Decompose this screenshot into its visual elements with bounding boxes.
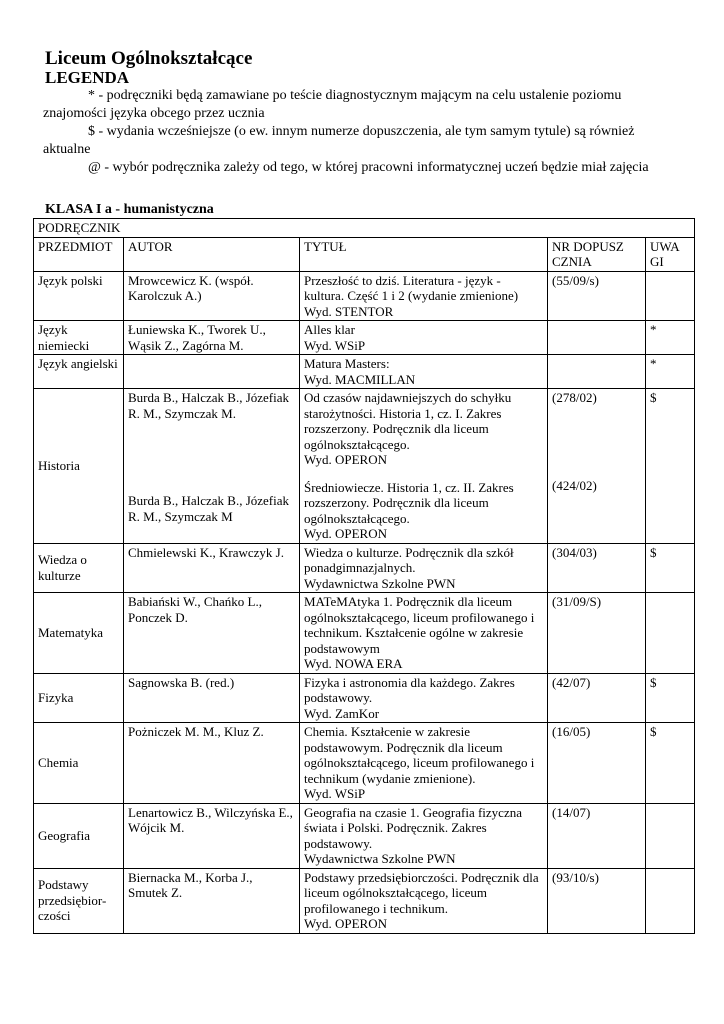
legend-item-dollar: $ - wydania wcześniejsze (o ew. innym numerze dopuszczenia, ale tym samym tytule) są również aktualne	[43, 124, 635, 157]
book-title: Matura Masters:	[304, 356, 390, 371]
notes-cell	[646, 803, 695, 868]
number-cell: (55/09/s)	[548, 271, 646, 321]
table-header-row	[34, 237, 695, 271]
notes-cell: *	[646, 355, 695, 389]
table-row	[34, 271, 695, 321]
author-part-2: Burda B., Halczak B., Józefiak R. M., Szymczak M	[128, 493, 290, 524]
subject-cell: Język polski	[34, 271, 124, 321]
school-title: Liceum Ogólnokształcące	[45, 48, 253, 69]
notes-cell: *	[646, 321, 695, 355]
author-cell: Babiański W., Chańko L., Ponczek D.	[124, 593, 300, 674]
column-header-subject: PRZEDMIOT	[34, 237, 124, 271]
table-row	[34, 803, 695, 868]
author-cell	[124, 389, 300, 544]
author-cell: Lenartowicz B., Wilczyńska E., Wójcik M.	[124, 803, 300, 868]
table-row	[34, 868, 695, 933]
book-title-part-2: Średniowiecze. Historia 1, cz. II. Zakres rozszerzony. Podręcznik dla liceum ogólnokształcącego.	[304, 479, 514, 526]
publisher: Wyd. STENTOR	[304, 303, 394, 319]
title-cell	[300, 321, 548, 355]
notes-cell: $	[646, 723, 695, 804]
title-cell	[300, 355, 548, 389]
publisher: Wyd. MACMILLAN	[304, 371, 416, 387]
book-title: Fizyka i astronomia dla każdego. Zakres podstawowy.	[304, 674, 515, 705]
subject-cell: Język angielski	[34, 355, 124, 389]
legend-item-at: @ - wybór podręcznika zależy od tego, w której pracowni informatycznej uczeń będzie miał zajęcia	[88, 160, 649, 175]
textbook-table	[33, 218, 695, 934]
publisher-part-2: Wyd. OPERON	[304, 526, 387, 541]
book-title: MATeMAtyka 1. Podręcznik dla liceum ogólnokształcącego, liceum profilowanego i technikum. Kształcenie ogólne w zakresie podstawowym	[304, 594, 535, 656]
table-row	[34, 673, 695, 723]
class-title: KLASA I a - humanistyczna	[45, 202, 214, 217]
author-cell: Łuniewska K., Tworek U., Wąsik Z., Zagórna M.	[124, 321, 300, 355]
publisher: Wyd. WSiP	[304, 786, 366, 801]
publisher: Wydawnictwa Szkolne PWN	[304, 851, 456, 866]
notes-cell: $	[646, 673, 695, 723]
column-header-notes: UWA GI	[646, 237, 695, 271]
title-cell	[300, 271, 548, 321]
number-cell: (14/07)	[548, 803, 646, 868]
title-cell	[300, 593, 548, 674]
author-part-1: Burda B., Halczak B., Józefiak R. M., Szymczak M.	[128, 390, 290, 421]
notes-cell: $	[646, 543, 695, 593]
title-cell	[300, 868, 548, 933]
title-cell	[300, 673, 548, 723]
author-cell	[124, 355, 300, 389]
author-cell: Pożniczek M. M., Kluz Z.	[124, 723, 300, 804]
subject-cell: Fizyka	[34, 673, 124, 723]
book-title: Geografia na czasie 1. Geografia fizyczna świata i Polski. Podręcznik. Zakres podstawowy.	[304, 804, 522, 851]
book-title: Od czasów najdawniejszych do schyłku starożytności. Historia 1, cz. I. Zakres rozszerzony. Podręcznik dla liceum ogólnokształcącego.	[304, 390, 512, 452]
number-part-1: (278/02)	[552, 390, 597, 405]
publisher: Wyd. OPERON	[304, 916, 387, 931]
author-cell: Sagnowska B. (red.)	[124, 673, 300, 723]
number-cell: (304/03)	[548, 543, 646, 593]
subject-cell: Język niemiecki	[34, 321, 124, 355]
number-cell	[548, 355, 646, 389]
subject-cell: Historia	[34, 389, 124, 544]
author-cell: Biernacka M., Korba J., Smutek Z.	[124, 868, 300, 933]
number-cell: (16/05)	[548, 723, 646, 804]
table-row	[34, 543, 695, 593]
number-cell	[548, 389, 646, 544]
notes-cell	[646, 868, 695, 933]
legend-item-asterisk: * - podręczniki będą zamawiane po teście diagnostycznym mającym na celu ustalenie poziomu znajomości języka obcego przez ucznia	[43, 88, 622, 121]
book-title: Podstawy przedsiębiorczości. Podręcznik dla liceum ogólnokształcącego, liceum profilowanego i technikum.	[304, 869, 539, 916]
publisher: Wyd. OPERON	[304, 452, 387, 467]
notes-cell	[646, 593, 695, 674]
legend-title: LEGENDA	[45, 68, 130, 87]
table-row	[34, 389, 695, 544]
book-title: Przeszłość to dziś. Literatura - język - kultura. Część 1 i 2 (wydanie zmienione)	[304, 272, 519, 303]
publisher: Wyd. WSiP	[304, 337, 366, 353]
table-row	[34, 593, 695, 674]
book-title: Alles klar	[304, 322, 355, 337]
title-cell	[300, 543, 548, 593]
notes-cell	[646, 271, 695, 321]
publisher: Wyd. ZamKor	[304, 705, 380, 721]
publisher: Wyd. NOWA ERA	[304, 656, 403, 671]
column-header-title: TYTUŁ	[300, 237, 548, 271]
title-cell	[300, 723, 548, 804]
group-header-cell: PODRĘCZNIK	[34, 219, 695, 238]
subject-cell: Geografia	[34, 803, 124, 868]
author-cell: Mrowcewicz K. (współ. Karolczuk A.)	[124, 271, 300, 321]
author-cell: Chmielewski K., Krawczyk J.	[124, 543, 300, 593]
number-cell: (93/10/s)	[548, 868, 646, 933]
publisher: Wydawnictwa Szkolne PWN	[304, 575, 456, 591]
table-group-header-row	[34, 219, 695, 238]
subject-cell: Podstawy przedsiębior-czości	[34, 868, 124, 933]
number-part-2: (424/02)	[552, 477, 597, 493]
number-cell: (42/07)	[548, 673, 646, 723]
number-cell	[548, 321, 646, 355]
book-title: Wiedza o kulturze. Podręcznik dla szkół ponadgimnazjalnych.	[304, 544, 514, 575]
notes-cell: $	[646, 389, 695, 544]
subject-cell: Chemia	[34, 723, 124, 804]
column-header-author: AUTOR	[124, 237, 300, 271]
subject-cell: Matematyka	[34, 593, 124, 674]
legend	[43, 87, 683, 177]
subject-cell: Wiedza o kulturze	[34, 543, 124, 593]
table-row	[34, 321, 695, 355]
title-cell	[300, 389, 548, 544]
table-row	[34, 723, 695, 804]
number-cell: (31/09/S)	[548, 593, 646, 674]
title-cell	[300, 803, 548, 868]
table-row	[34, 355, 695, 389]
book-title: Chemia. Kształcenie w zakresie podstawowym. Podręcznik dla liceum ogólnokształcącego, liceum profilowanego i technikum (wydanie zmienione).	[304, 724, 535, 786]
column-header-number: NR DOPUSZ CZNIA	[548, 237, 646, 271]
